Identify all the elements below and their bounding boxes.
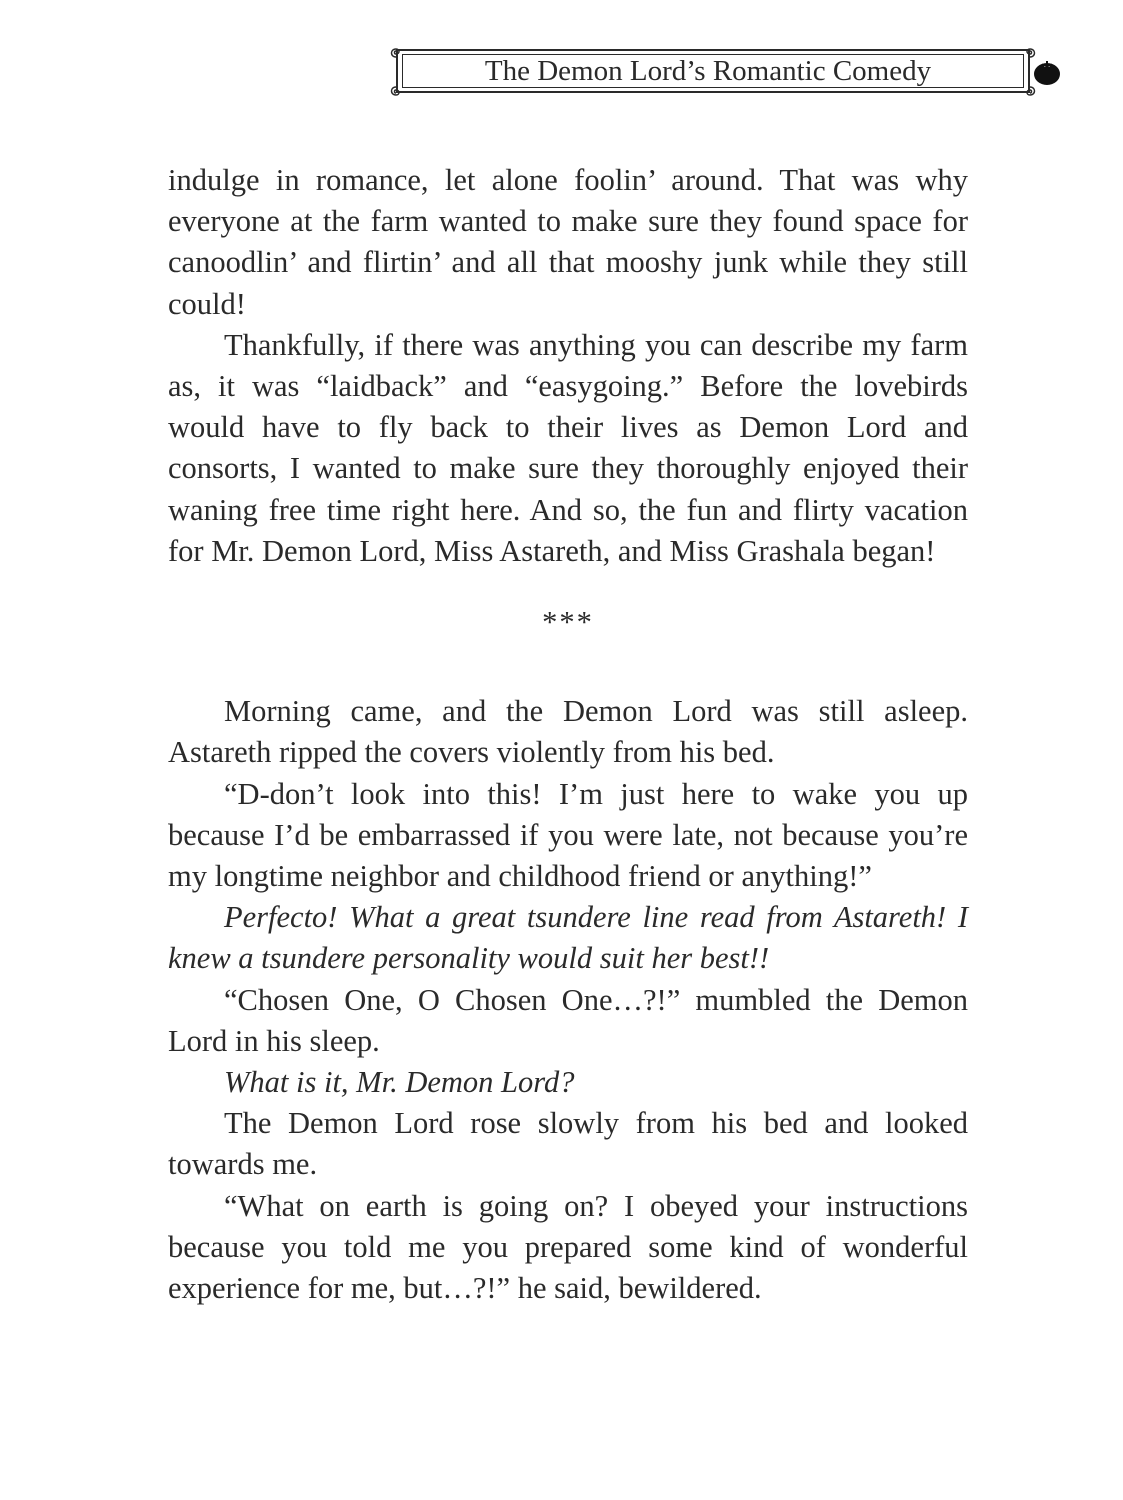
scroll-ornament-icon <box>1022 85 1038 101</box>
scene-break: *** <box>542 605 594 640</box>
paragraph: Thankfully, if there was anything you can describe my farm as, it was “laidback” and “easygoing.” Before the lovebirds would have to fly back to their lives as Demon Lord and consorts, I wanted to make sure they thoroughly enjoyed their waning free time right here. And so, the fun and flirty vacation for Mr. Demon Lord, Miss Astareth, and Miss Grashala began! <box>168 327 968 568</box>
inner-thought-paragraph: Perfecto! What a great tsundere line read from Astareth! I knew a tsundere personality would suit her best!! <box>168 900 968 976</box>
dialogue-paragraph: “What on earth is going on? I obeyed your instructions because you told me you prepared some kind of wonderful experience for me, but…?!” he said, bewildered. <box>168 1188 968 1306</box>
paragraph: Morning came, and the Demon Lord was still asleep. Astareth ripped the covers violently from his bed. <box>168 694 968 770</box>
scroll-ornament-icon <box>388 43 404 59</box>
page-body <box>168 160 968 1309</box>
dialogue-paragraph: “Chosen One, O Chosen One…?!” mumbled the Demon Lord in his sleep. <box>168 982 968 1058</box>
running-header <box>388 43 1048 101</box>
dialogue-paragraph: “D-don’t look into this! I’m just here to wake you up because I’d be embarrassed if you were late, not because you’re my longtime neighbor and childhood friend or anything!” <box>168 776 968 894</box>
tomato-icon <box>1032 57 1062 87</box>
header-title: The Demon Lord’s Romantic Comedy <box>484 55 932 87</box>
paragraph: The Demon Lord rose slowly from his bed and looked towards me. <box>168 1106 968 1182</box>
inner-thought-paragraph: What is it, Mr. Demon Lord? <box>224 1065 575 1100</box>
scroll-ornament-icon <box>388 85 404 101</box>
paragraph: indulge in romance, let alone foolin’ around. That was why everyone at the farm wanted to make sure they found space for canoodlin’ and flirtin’ and all that mooshy junk while they still could! <box>168 163 968 321</box>
